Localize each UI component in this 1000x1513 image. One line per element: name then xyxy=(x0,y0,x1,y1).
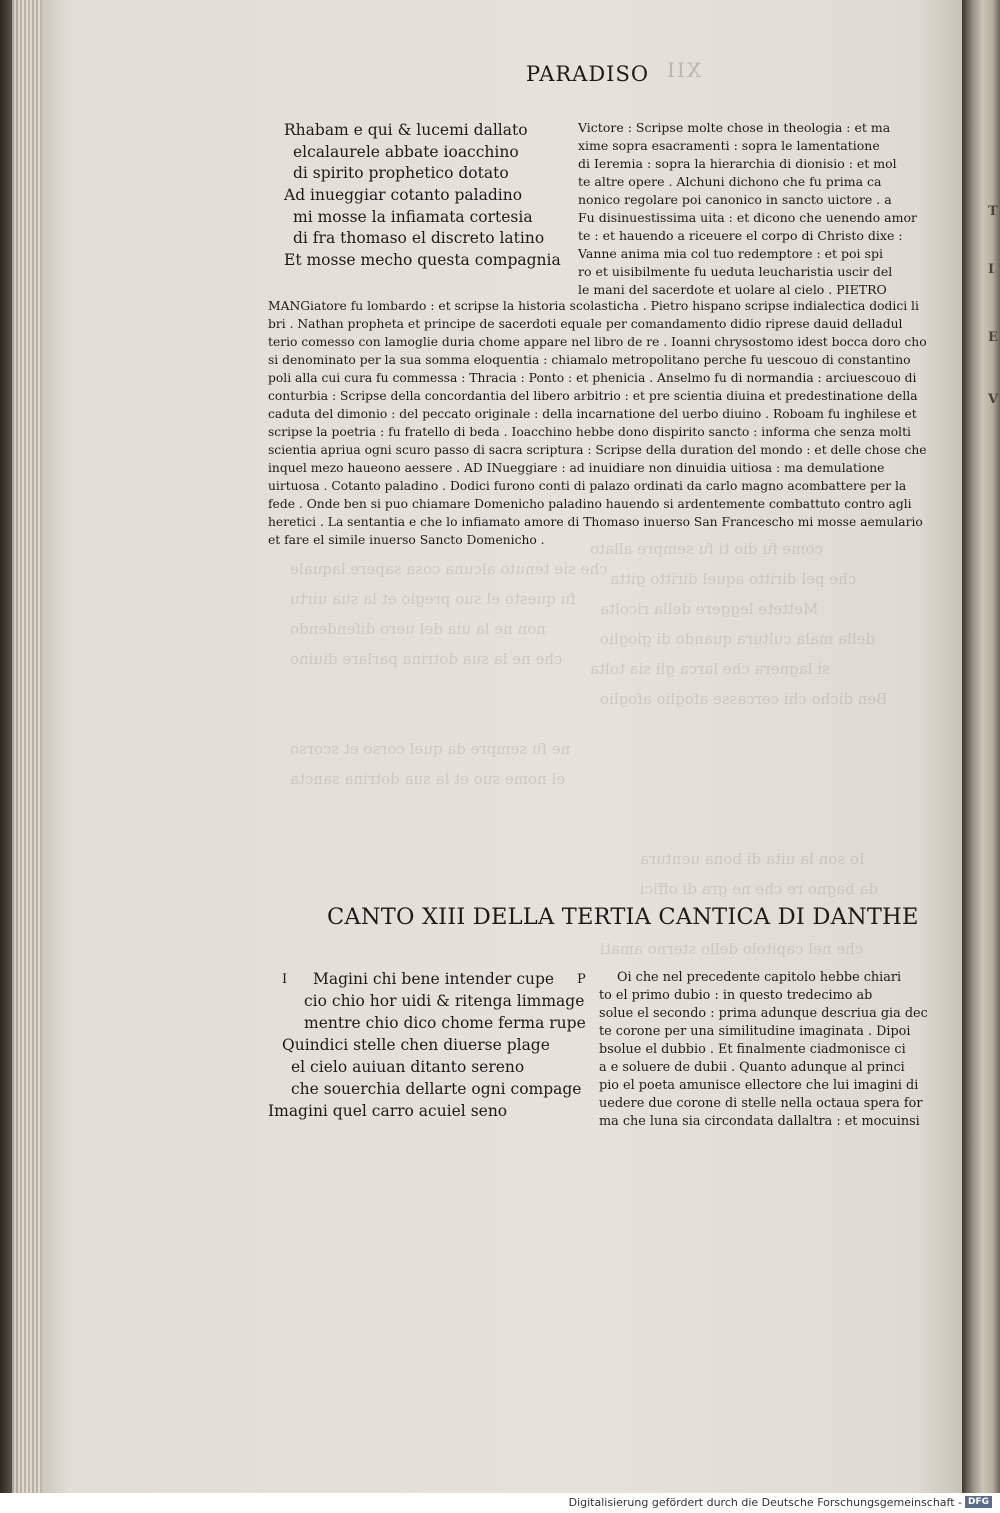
commentary-line: Vanne anima mia col tuo redemptore : et poi spi xyxy=(578,246,883,261)
commentary-line: to el primo dubio : in questo tredecimo ab xyxy=(599,988,873,1003)
verse-line: di spirito prophetico dotato xyxy=(293,164,509,182)
commentary-line: fede . Onde ben si puo chiamare Domenicho paladino hauendo si ardentemente combattuto contro agli xyxy=(268,497,912,511)
facing-page-strip xyxy=(962,0,1000,1493)
commentary-line: ma che luna sia circondata dallaltra : et mocuinsi xyxy=(599,1114,920,1129)
bleed-through: non ne la uia del uero difendendo xyxy=(290,620,546,638)
verse-line: elcalaurele abbate ioacchino xyxy=(293,143,519,161)
commentary-line: uirtuosa . Cotanto paladino . Dodici furono conti di palazo ordinati da carlo magno acombattere per la xyxy=(268,479,907,493)
verse-line: cio chio hor uidi & ritenga limmage xyxy=(304,992,585,1010)
dfg-logo: DFG xyxy=(965,1496,992,1508)
running-title: PARADISO xyxy=(526,62,650,86)
bleed-through: che sie tenuto alcuna cosa sapere laquale xyxy=(290,560,608,578)
bleed-through: fu questo el suo pregio et la sua uirtu xyxy=(290,590,576,608)
bleed-through: che pel diritto aquel diritto gitta xyxy=(610,570,857,588)
commentary-line: Oi che nel precedente capitolo hebbe chiari xyxy=(617,970,902,985)
verse-line: che souerchia dellarte ogni compage xyxy=(291,1080,582,1098)
bleed-through: che ne la sua dotrina parlare diuino xyxy=(290,650,563,668)
commentary-line: xime sopra esacramenti : sopra le lamentatione xyxy=(578,138,880,153)
commentary-line: a e soluere de dubii . Quanto adunque al princi xyxy=(599,1060,905,1075)
verse-line: el cielo auiuan ditanto sereno xyxy=(291,1058,525,1076)
canto-title: CANTO XIII DELLA TERTIA CANTICA DI DANTHE xyxy=(327,904,919,930)
verse-line: Ad inueggiar cotanto paladino xyxy=(284,186,523,204)
commentary-line: bri . Nathan propheta et principe de sacerdoti equale per comandamento didio riprese dauid delladul xyxy=(268,317,903,331)
commentary-line: le mani del sacerdote et uolare al cielo . PIETRO xyxy=(578,282,887,297)
commentary-line: scripse la poetria : fu fratello di beda . Ioacchino hebbe dono dispirito sancto : informa che senza molti xyxy=(268,425,911,439)
verse-line: Quindici stelle chen diuerse plage xyxy=(282,1036,550,1054)
bleed-through: come fu dio ti fu sempre allato xyxy=(590,540,823,558)
commentary-line: MANGiatore fu lombardo : et scripse la historia scolasticha . Pietro hispano scripse indialectica dodici li xyxy=(268,299,919,313)
verse-line: Magini chi bene intender cupe xyxy=(313,970,555,988)
commentary-line: bsolue el dubbio . Et finalmente ciadmonisce ci xyxy=(599,1042,906,1057)
commentary-line: inquel mezo haueono aessere . AD INueggiare : ad inuidiare non dinuidia uitiosa : ma demulatione xyxy=(268,461,885,475)
verse-line: Et mosse mecho questa compagnia xyxy=(284,251,561,269)
commentary-line: nonico regolare poi canonico in sancto uictore . a xyxy=(578,192,892,207)
footer-bar xyxy=(0,1493,1000,1513)
guide-letter: P xyxy=(577,972,586,987)
bleed-through: Mettete leggere della ricolta xyxy=(600,600,819,618)
bleed-through: della mala cultura quando di gioglio xyxy=(600,630,875,648)
bleed-through: Ben dicho chi cercasse afoglio afoglio xyxy=(600,690,888,708)
verse-line: di fra thomaso el discreto latino xyxy=(293,229,545,247)
guide-letter: I xyxy=(282,972,288,987)
book-page-edges xyxy=(12,0,42,1493)
verse-line: mentre chio dico chome ferma rupe xyxy=(304,1014,586,1032)
commentary-line: Victore : Scripse molte chose in theologia : et ma xyxy=(578,120,891,135)
commentary-line: scientia apriua ogni scuro passo di sacra scriptura : Scripse della duration del mondo : et delle chose che xyxy=(268,443,927,457)
commentary-line: si denominato per la sua somma eloquentia : chiamalo metropolitano perche fu uescouo di constantino xyxy=(268,353,911,367)
bleed-through: ne fu sempre da quel corso et scorso xyxy=(290,740,571,758)
commentary-line: et fare el simile inuerso Sancto Domenicho . xyxy=(268,533,545,547)
commentary-line: ro et uisibilmente fu ueduta leucharistia uscir del xyxy=(578,264,893,279)
facing-page-mark: T xyxy=(988,204,998,219)
verse-line: Imagini quel carro acuiel seno xyxy=(268,1102,508,1120)
commentary-line: te corone per una similitudine imaginata . Dipoi xyxy=(599,1024,911,1039)
commentary-line: terio comesso con lamoglie duria chome appare nel libro de re . Ioanni chrysostomo idest bocca doro cho xyxy=(268,335,927,349)
facing-page-mark: E xyxy=(988,330,998,345)
bleed-through: el nome suo et la sua dotrina sancta xyxy=(290,770,566,788)
commentary-line: heretici . La sentantia e che lo infiamato amore di Thomaso inuerso San Francescho mi mosse aemulario xyxy=(268,515,923,529)
bleed-through: da bagno re che ne gra di offici xyxy=(640,880,879,898)
commentary-line: te altre opere . Alchuni dichono che fu prima ca xyxy=(578,174,882,189)
commentary-line: solue el secondo : prima adunque descriua gia dec xyxy=(599,1006,928,1021)
commentary-line: uedere due corone di stelle nella octaua spera for xyxy=(599,1096,923,1111)
funding-credit: Digitalisierung gefördert durch die Deutsche Forschungsgemeinschaft - xyxy=(568,1496,962,1509)
commentary-line: Fu disinuestissima uita : et dicono che uenendo amor xyxy=(578,210,917,225)
bleed-through: che nel capitolo dello sterno amati xyxy=(600,940,864,958)
verse-line: mi mosse la infiamata cortesia xyxy=(293,208,533,226)
commentary-line: pio el poeta amunisce ellectore che lui imagini di xyxy=(599,1078,919,1093)
verse-line: Rhabam e qui & lucemi dallato xyxy=(284,121,528,139)
commentary-line: di Ieremia : sopra la hierarchia di dionisio : et mol xyxy=(578,156,897,171)
page-number-ghost: XII xyxy=(665,58,702,82)
bleed-through: si lagnera che larca gli sia tolta xyxy=(590,660,830,678)
commentary-line: conturbia : Scripse della concordantia del libero arbitrio : et pre scientia diuina et predestinatione della xyxy=(268,389,918,403)
bleed-through: Io son la uita di bona uentura xyxy=(640,850,865,868)
facing-page-mark: I xyxy=(988,262,995,277)
facing-page-mark: V xyxy=(988,392,999,407)
commentary-line: poli alla cui cura fu commessa : Thracia : Ponto : et phenicia . Anselmo fu di normandia : arciuescouo di xyxy=(268,371,917,385)
commentary-line: te : et hauendo a riceuere el corpo di Christo dixe : xyxy=(578,228,903,243)
commentary-line: caduta del dimonio : del peccato originale : della incarnatione del uerbo diuino . Roboam fu inghilese et xyxy=(268,407,917,421)
